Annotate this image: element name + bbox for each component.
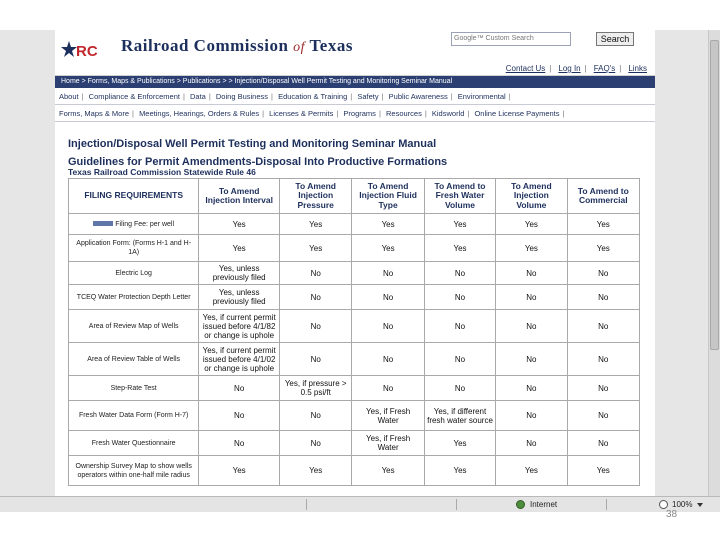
value-cell: Yes, if pressure > 0.5 psi/ft <box>280 376 352 401</box>
nav-item-education[interactable]: Education & Training <box>278 92 348 101</box>
value-cell: Yes, unless previously filed <box>199 262 280 285</box>
value-cell: No <box>496 262 567 285</box>
site-title-of: of <box>293 40 306 55</box>
value-cell: Yes <box>424 456 495 486</box>
requirement-cell <box>69 401 199 431</box>
table-body <box>69 214 640 486</box>
faqs-link[interactable]: FAQ's <box>593 64 616 73</box>
value-cell: No <box>280 310 352 343</box>
links-link[interactable]: Links <box>628 64 647 73</box>
value-cell: No <box>280 401 352 431</box>
page-margin-right <box>655 30 708 496</box>
value-cell: No <box>280 343 352 376</box>
requirement-label: Fresh Water Data Form (Form H-7) <box>78 412 189 419</box>
requirement-label: Area of Review Map of Wells <box>88 322 179 330</box>
value-cell: No <box>280 262 352 285</box>
requirement-cell <box>69 285 199 310</box>
value-cell: No <box>424 343 495 376</box>
value-cell: No <box>567 343 639 376</box>
site-title-part1: Railroad Commission <box>121 36 289 55</box>
requirement-cell <box>69 376 199 401</box>
status-divider <box>606 499 607 510</box>
value-cell: Yes <box>496 456 567 486</box>
requirement-cell <box>69 456 199 486</box>
value-cell: Yes <box>567 235 639 262</box>
value-cell: No <box>280 431 352 456</box>
requirement-cell <box>69 262 199 285</box>
value-cell: No <box>199 401 280 431</box>
table-row <box>69 285 640 310</box>
table-row <box>69 376 640 401</box>
value-cell: No <box>352 376 424 401</box>
value-cell: Yes, if Fresh Water <box>352 401 424 431</box>
site-title <box>121 36 353 56</box>
value-cell: No <box>352 262 424 285</box>
globe-icon <box>516 500 525 509</box>
requirement-label: Step-Rate Test <box>110 384 157 392</box>
nav-divider <box>55 104 655 105</box>
requirement-cell <box>69 214 199 235</box>
document-title: Injection/Disposal Well Permit Testing and Monitoring Seminar Manual <box>68 138 437 150</box>
column-header: To Amend Injection Interval <box>199 179 280 214</box>
column-header: To Amend Injection Volume <box>496 179 567 214</box>
rrc-logo-icon[interactable] <box>61 35 109 63</box>
secondary-nav: Forms, Maps & More | Meetings, Hearings, Orders & Rules | Licenses & Permits | Programs | Resources | Kidsworld | Online License Payments | <box>59 109 565 118</box>
slide-number: 38 <box>666 509 678 520</box>
rule-reference: Texas Railroad Commission Statewide Rule 46 <box>68 167 256 177</box>
table-row <box>69 431 640 456</box>
table-row <box>69 214 640 235</box>
value-cell: Yes, unless previously filed <box>199 285 280 310</box>
breadcrumb[interactable]: Home > Forms, Maps & Publications > Publications > > Injection/Disposal Well Permit Testing and Monitoring Seminar Manual <box>55 76 655 88</box>
value-cell: Yes <box>280 235 352 262</box>
site-title-part2: Texas <box>309 36 353 55</box>
requirement-cell <box>69 431 199 456</box>
value-cell: Yes, if current permit issued before 4/1/82 or change is uphole <box>199 310 280 343</box>
filing-requirements-table <box>68 178 640 486</box>
value-cell: No <box>280 285 352 310</box>
value-cell: Yes <box>352 235 424 262</box>
nav-item-licenses[interactable]: Licenses & Permits <box>269 109 334 118</box>
value-cell: Yes <box>567 214 639 235</box>
requirement-cell <box>69 310 199 343</box>
value-cell: Yes <box>567 456 639 486</box>
status-divider <box>456 499 457 510</box>
table-row <box>69 310 640 343</box>
value-cell: Yes <box>199 456 280 486</box>
nav-item-public-awareness[interactable]: Public Awareness <box>388 92 448 101</box>
value-cell: No <box>199 431 280 456</box>
nav-item-kidsworld[interactable]: Kidsworld <box>431 109 465 118</box>
column-header: To Amend to Commercial <box>567 179 639 214</box>
value-cell: No <box>496 310 567 343</box>
contact-us-link[interactable]: Contact Us <box>505 64 546 73</box>
value-cell: No <box>567 262 639 285</box>
value-cell: Yes <box>424 235 495 262</box>
nav-item-forms[interactable]: Forms, Maps & More <box>59 109 130 118</box>
table-row <box>69 401 640 431</box>
table-header-row <box>69 179 640 214</box>
svg-text:RC: RC <box>76 43 98 60</box>
page-margin-left <box>0 30 55 496</box>
requirement-label: TCEQ Water Protection Depth Letter <box>76 293 191 301</box>
column-header: To Amend Injection Fluid Type <box>352 179 424 214</box>
value-cell: Yes, if different fresh water source <box>424 401 495 431</box>
requirement-label: Application Form: (Forms H-1 and H-1A) <box>76 240 192 256</box>
value-cell: No <box>567 285 639 310</box>
browser-window <box>0 30 720 512</box>
status-divider <box>306 499 307 510</box>
requirement-cell <box>69 343 199 376</box>
value-cell: Yes <box>424 431 495 456</box>
search-button[interactable]: Search <box>596 32 634 46</box>
table-row <box>69 456 640 486</box>
log-in-link[interactable]: Log In <box>558 64 581 73</box>
table-row <box>69 343 640 376</box>
value-cell: Yes <box>496 214 567 235</box>
column-header: To Amend to Fresh Water Volume <box>424 179 495 214</box>
nav-item-resources[interactable]: Resources <box>385 109 422 118</box>
value-cell: No <box>496 285 567 310</box>
browser-status-bar <box>0 496 720 512</box>
requirement-cell <box>69 235 199 262</box>
value-cell: No <box>567 376 639 401</box>
value-cell: No <box>567 431 639 456</box>
value-cell: No <box>496 431 567 456</box>
nav-item-data[interactable]: Data <box>190 92 206 101</box>
web-page <box>55 30 655 496</box>
value-cell: Yes <box>496 235 567 262</box>
document-subtitle: Guidelines for Permit Amendments-Disposal Into Productive Formations <box>68 156 448 168</box>
value-cell: Yes <box>280 456 352 486</box>
column-header: FILING REQUIREMENTS <box>69 179 199 214</box>
primary-nav: About | Compliance & Enforcement | Data | Doing Business | Education & Training | Safety | Public Awareness | Environmental | <box>59 92 511 101</box>
value-cell: No <box>567 401 639 431</box>
value-cell: No <box>496 376 567 401</box>
scrollbar-thumb[interactable] <box>710 40 719 350</box>
requirement-label: Area of Review Table of Wells <box>87 355 181 363</box>
value-cell: Yes <box>424 214 495 235</box>
value-cell: No <box>424 310 495 343</box>
nav-item-doing-business[interactable]: Doing Business <box>215 92 269 101</box>
zoom-icon[interactable] <box>659 500 668 509</box>
value-cell: No <box>496 401 567 431</box>
value-cell: No <box>424 262 495 285</box>
value-cell: No <box>424 376 495 401</box>
value-cell: Yes, if current permit issued before 4/1/02 or change is uphole <box>199 343 280 376</box>
site-header <box>55 30 655 76</box>
nav-item-programs[interactable]: Programs <box>343 109 376 118</box>
value-cell: No <box>199 376 280 401</box>
fee-highlight-icon <box>93 221 113 226</box>
column-header: To Amend Injection Pressure <box>280 179 352 214</box>
requirement-label: Ownership Survey Map to show wells operators within one-half mile radius <box>75 462 192 479</box>
value-cell: Yes <box>280 214 352 235</box>
value-cell: No <box>424 285 495 310</box>
zoom-level[interactable]: 100% <box>672 500 693 509</box>
top-links: Contact Us | Log In | FAQ's | Links <box>505 64 647 73</box>
nav-item-environmental[interactable]: Environmental <box>457 92 506 101</box>
value-cell: No <box>352 285 424 310</box>
value-cell: Yes <box>352 456 424 486</box>
nav-item-compliance[interactable]: Compliance & Enforcement <box>88 92 180 101</box>
value-cell: No <box>352 310 424 343</box>
nav-item-meetings[interactable]: Meetings, Hearings, Orders & Rules <box>139 109 260 118</box>
value-cell: No <box>352 343 424 376</box>
value-cell: Yes <box>199 214 280 235</box>
chevron-down-icon[interactable] <box>697 503 703 507</box>
nav-divider <box>55 121 655 122</box>
requirement-label: Electric Log <box>115 269 152 277</box>
table-row <box>69 235 640 262</box>
security-zone-label: Internet <box>530 500 558 509</box>
search-input[interactable]: Google™ Custom Search <box>451 32 571 46</box>
value-cell: No <box>496 343 567 376</box>
nav-item-about[interactable]: About <box>59 92 79 101</box>
value-cell: No <box>567 310 639 343</box>
value-cell: Yes <box>199 235 280 262</box>
value-cell: Yes <box>352 214 424 235</box>
requirement-label: Fresh Water Questionnaire <box>91 439 176 447</box>
table-row <box>69 262 640 285</box>
requirement-label: Filing Fee: per well <box>115 220 175 228</box>
nav-item-online-payments[interactable]: Online License Payments <box>474 109 560 118</box>
nav-item-safety[interactable]: Safety <box>357 92 379 101</box>
value-cell: Yes, if Fresh Water <box>352 431 424 456</box>
vertical-scrollbar[interactable] <box>708 30 720 496</box>
